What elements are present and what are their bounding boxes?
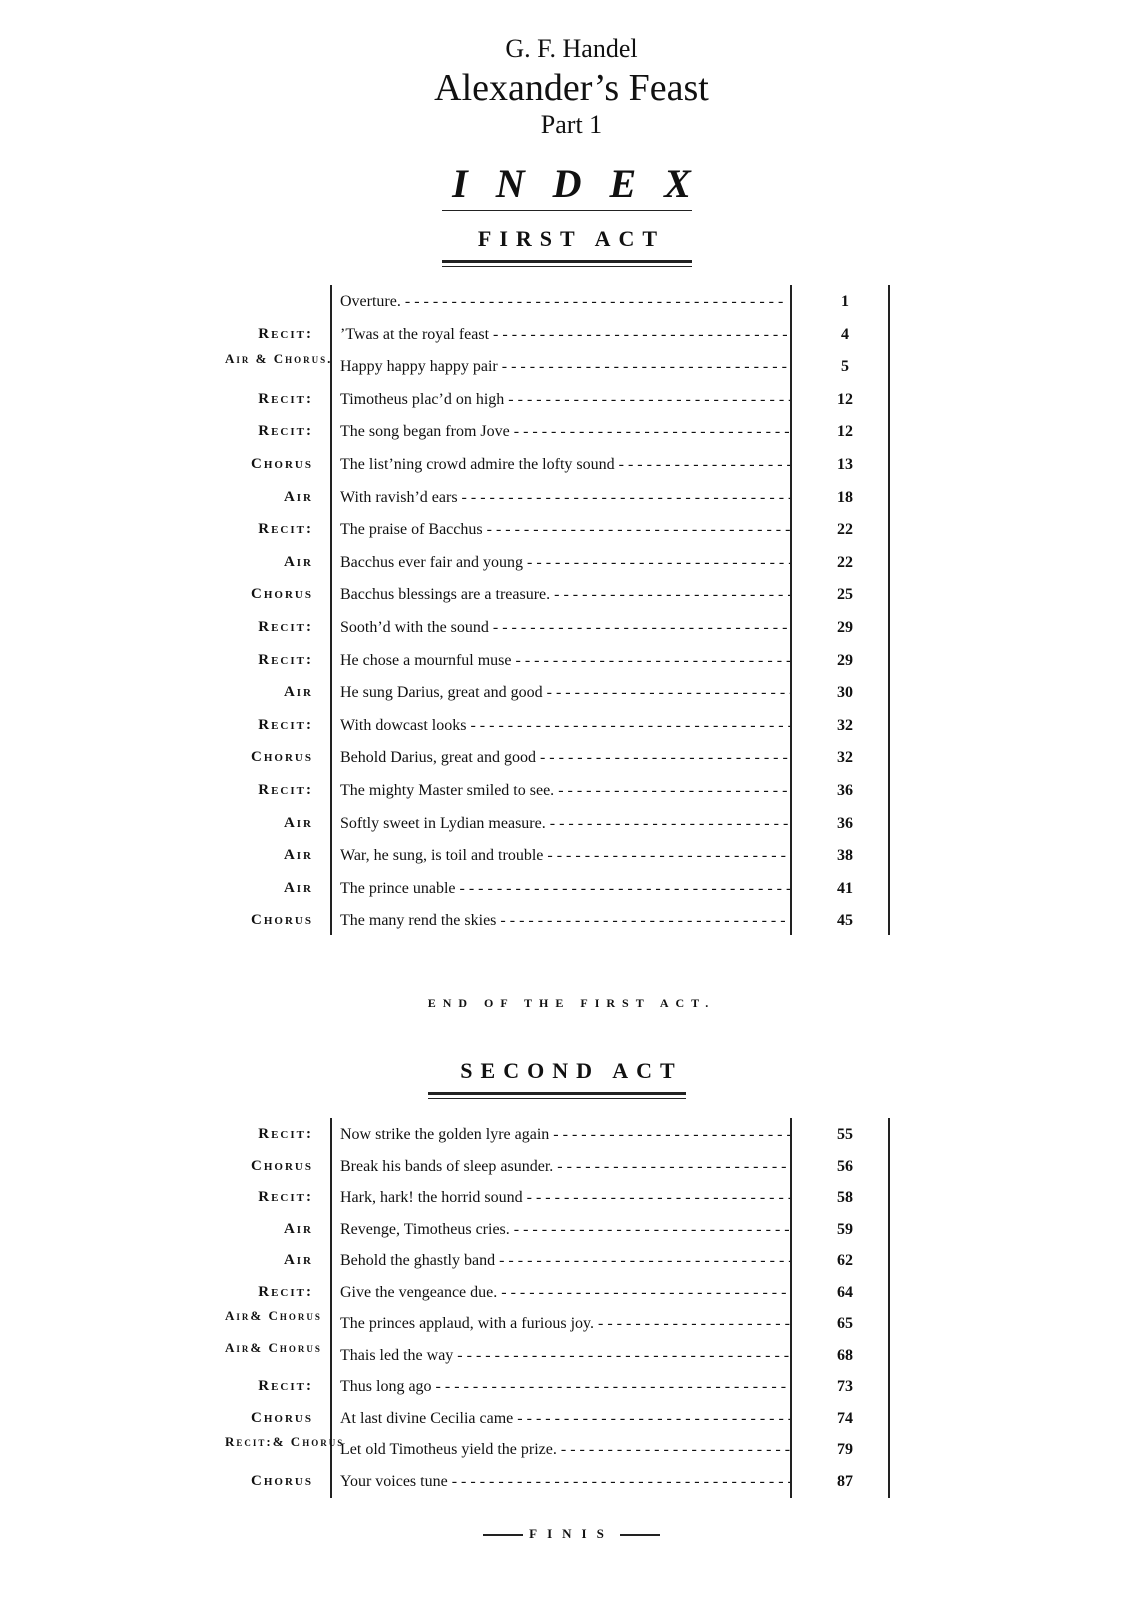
entry-type: Air [283,879,313,896]
entry-type: Air [283,488,313,505]
entry-page: 12 [837,390,853,408]
entry-page: 79 [837,1441,853,1458]
entry-type: Recit: [258,651,313,668]
entry-title: ’Twas at the royal feast - - - [340,318,790,351]
second-act-rule-thin [428,1098,686,1099]
entry-page: 32 [837,716,853,734]
entry-page: 64 [837,1283,853,1301]
entry-type: Chorus [251,586,313,603]
entry-type: Air [283,814,313,831]
second-act-rule [428,1092,686,1095]
entry-title: Behold Darius, great and good - - - [340,741,790,774]
entry-page: 45 [837,912,853,930]
index-entry [0,481,1143,514]
entry-title: Timotheus plac’d on high - - - [340,383,790,416]
entry-type: Recit: [258,619,313,635]
entry-type: Recit: [258,1378,313,1394]
entry-page: 36 [837,782,853,799]
entry-title: Give the vengeance due. - - - [340,1276,790,1309]
entry-type: Recit: [258,390,313,407]
index-entry [0,1276,1143,1309]
index-entry [0,1307,1143,1340]
entry-title: With dowcast looks - - - [340,709,790,742]
entry-page: 1 [841,293,849,310]
entry-page: 29 [837,651,853,669]
entry-page: 29 [837,619,853,636]
entry-title: Behold the ghastly band - - - [340,1244,790,1277]
index-entry [0,578,1143,611]
entry-page: 32 [837,749,853,767]
index-entry [0,644,1143,677]
entry-title: Sooth’d with the sound - - - [340,611,790,644]
entry-page: 5 [841,358,849,376]
entry-type: Recit: [258,1283,313,1300]
entry-type: Air [283,553,313,570]
index-entry [0,872,1143,905]
index-entry [0,709,1143,742]
entry-page: 87 [837,1472,853,1490]
entry-type: Air [283,684,313,701]
entry-type: Chorus [251,749,313,766]
entry-title: Overture. - - - [340,285,790,318]
entry-title: Thus long ago - - - [340,1370,790,1403]
index-entry [0,513,1143,546]
entry-title: The praise of Bacchus - - - [340,513,790,546]
entry-title: He chose a mournful muse - - - [340,644,790,677]
entry-title: Softly sweet in Lydian measure. - - - [340,807,790,840]
entry-title: With ravish’d ears - - - [340,481,790,514]
entry-type: Air & Chorus. [225,351,333,367]
entry-type: Chorus [251,1472,313,1489]
part-label: Part 1 [540,110,603,139]
first-act-rule [442,260,692,263]
index-entry [0,1465,1143,1498]
entry-page: 73 [837,1378,853,1395]
entry-title: The mighty Master smiled to see. - - - [340,774,790,807]
entry-title: Your voices tune - - - [340,1465,790,1498]
entry-page: 62 [837,1252,853,1269]
index-entry [0,807,1143,840]
entry-page: 38 [837,847,853,865]
index-heading: INDEX [452,161,719,206]
index-entry [0,318,1143,351]
entry-title: Hark, hark! the horrid sound - - - [340,1181,790,1214]
entry-page: 74 [837,1409,853,1427]
entry-title: At last divine Cecilia came - - - [340,1402,790,1435]
index-rule [442,210,692,211]
entry-title: The song began from Jove - - - [340,415,790,448]
first-act-rule-thin [442,266,692,267]
first-act-end: END OF THE FIRST ACT. [427,996,716,1010]
finis-text: FINIS [529,1526,614,1541]
entry-page: 25 [837,586,853,604]
entry-title: Revenge, Timotheus cries. - - - [340,1213,790,1246]
entry-type: Recit: [258,1126,313,1142]
entry-page: 30 [837,684,853,702]
index-entry [0,1433,1143,1466]
entry-type: Air [283,847,313,864]
entry-type: Air [283,1252,313,1268]
entry-title: The prince unable - - - [340,872,790,905]
work-title: Alexander’s Feast [434,67,709,109]
entry-page: 22 [837,521,853,539]
second-act-title: SECOND ACT [460,1058,683,1083]
entry-title: The list’ning crowd admire the lofty sound - - - [340,448,790,481]
entry-title: Happy happy happy pair - - - [340,350,790,383]
index-entry [0,774,1143,807]
entry-type: Recit: [258,325,313,342]
index-entry [0,611,1143,644]
entry-type: Recit: [258,782,313,798]
entry-page: 22 [837,553,853,571]
entry-page: 59 [837,1220,853,1238]
entry-title: Now strike the golden lyre again - - - [340,1118,790,1151]
entry-title: Break his bands of sleep asunder. - - - [340,1150,790,1183]
entry-title: Thais led the way - - - [340,1339,790,1372]
entry-title: Bacchus blessings are a treasure. - - - [340,578,790,611]
entry-page: 56 [837,1157,853,1175]
entry-type: Chorus [251,1157,313,1174]
index-entry [0,383,1143,416]
entry-title: The many rend the skies - - - [340,904,790,937]
index-entry [0,448,1143,481]
entry-type: Air& Chorus [225,1308,322,1323]
entry-type: Recit: [258,1189,313,1205]
entry-type: Recit: [258,716,313,733]
index-entry [0,839,1143,872]
entry-page: 13 [837,456,853,473]
first-act-title: FIRST ACT [477,226,666,251]
finis-dash-right [620,1534,660,1536]
index-entry [0,1244,1143,1277]
index-entry [0,546,1143,579]
entry-title: Let old Timotheus yield the prize. - - - [340,1433,790,1466]
entry-page: 4 [841,325,849,343]
index-entry [0,1402,1143,1435]
entry-page: 65 [837,1315,853,1332]
entry-page: 41 [837,879,853,897]
entry-type: Chorus [251,456,313,472]
entry-type: Recit: [258,423,313,440]
index-entry [0,1213,1143,1246]
entry-title: He sung Darius, great and good - - - [340,676,790,709]
index-entry [0,904,1143,937]
index-entry [0,415,1143,448]
finis-dash-left [483,1534,523,1536]
entry-page: 36 [837,814,853,832]
entry-title: The princes applaud, with a furious joy. - - - [340,1307,790,1340]
finis [0,1526,1143,1542]
entry-type: Recit: [258,521,313,538]
entry-title: Bacchus ever fair and young - - - [340,546,790,579]
entry-page: 55 [837,1126,853,1143]
entry-type: Air& Chorus [225,1339,322,1355]
index-entry [0,1150,1143,1183]
entry-page: 18 [837,488,853,506]
entry-page: 68 [837,1346,853,1364]
entry-page: 12 [837,423,853,441]
index-entry [0,1370,1143,1403]
entry-type: Chorus [251,912,313,929]
composer: G. F. Handel [505,34,638,63]
entry-title: War, he sung, is toil and trouble - - - [340,839,790,872]
entry-type: Recit:& Chorus [225,1434,345,1449]
entry-type: Air [283,1220,313,1237]
index-entry [0,350,1143,383]
index-entry [0,285,1143,318]
index-entry [0,1339,1143,1372]
index-entry [0,1181,1143,1214]
entry-page: 58 [837,1189,853,1206]
index-entry [0,741,1143,774]
entry-type: Chorus [251,1409,313,1426]
index-entry [0,1118,1143,1151]
index-entry [0,676,1143,709]
